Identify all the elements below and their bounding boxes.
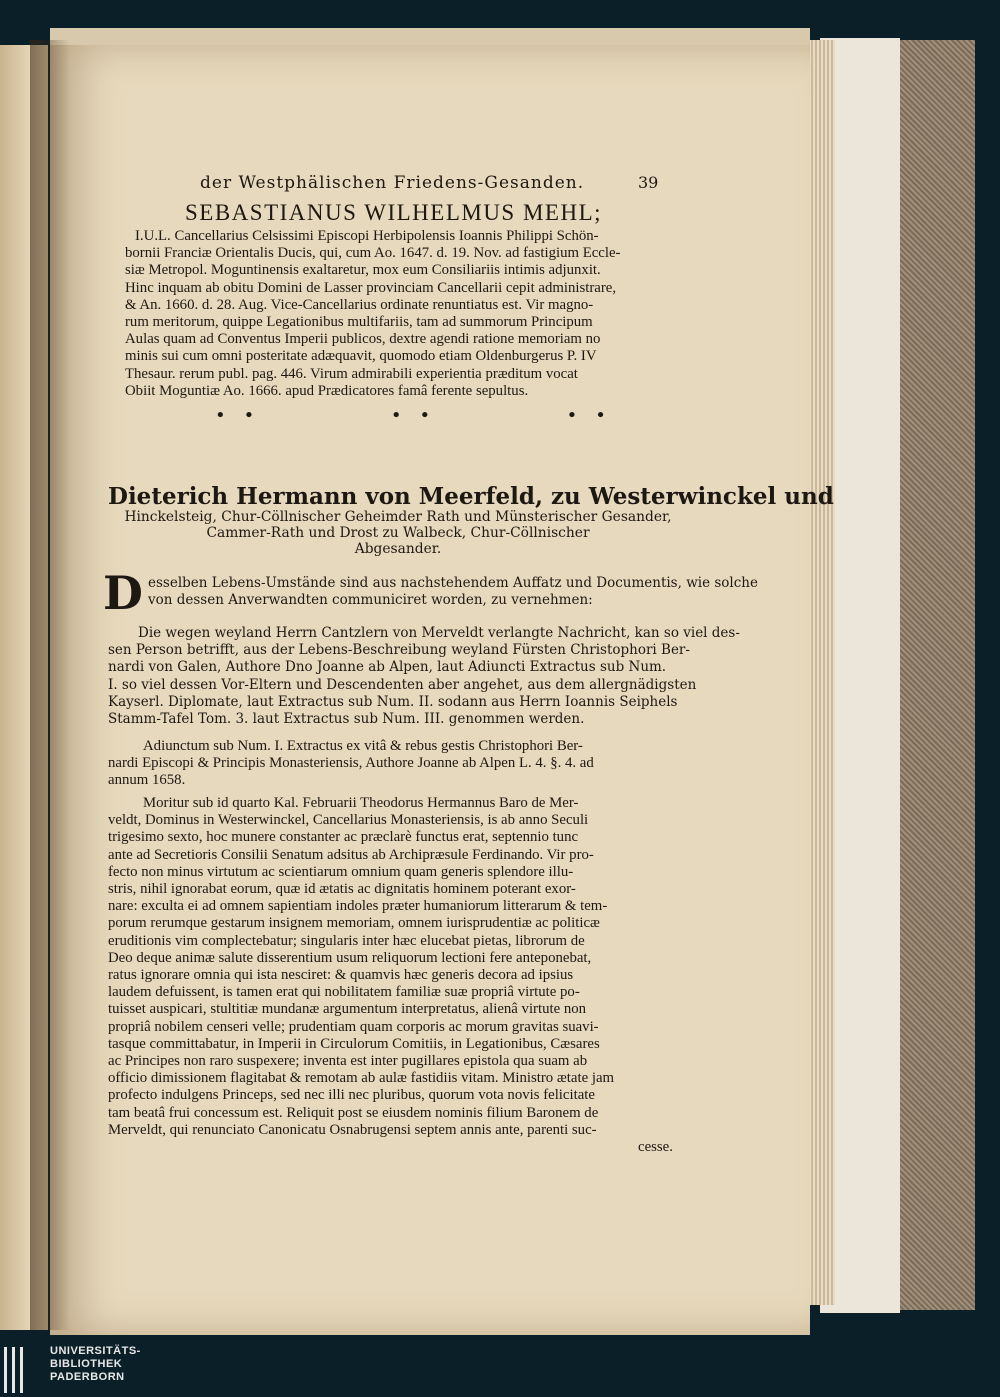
text-line: cesse. <box>638 1139 673 1156</box>
subtitle-line: Hinckelsteig, Chur-Cöllnischer Geheimder Rath und Münsterischer Gesander, <box>124 509 672 525</box>
text-line: laudem defuissent, is tamen erat qui nobilitatem familiæ suæ propriâ virtute po- <box>108 984 580 1001</box>
subtitle-line: Cammer-Rath und Drost zu Walbeck, Chur-Cöllnischer <box>206 525 590 541</box>
text-line: Die wegen weyland Herrn Cantzlern von Merveldt verlangte Nachricht, kan so viel des- <box>138 625 740 641</box>
text-line: officio dimissionem flagitabat & remotam ab aulæ fastidiis vitam. Ministro ætate jam <box>108 1070 615 1087</box>
paragraph-german <box>108 625 740 728</box>
text-line: Adiunctum sub Num. I. Extractus ex vitâ & rebus gestis Christophori Ber- <box>143 738 583 754</box>
text-line: tuisset auspicari, stultitiæ mundanæ argumentum interpretatus, alienâ virtute non <box>108 1001 587 1018</box>
drop-cap: D <box>103 566 143 620</box>
library-logo-text <box>50 1345 141 1384</box>
subtitle-line: Abgesander. <box>354 541 442 557</box>
logo-line: PADERBORN <box>50 1371 125 1383</box>
text-line: Hinc inquam ab obitu Domini de Lasser provinciam Cancellarii cepit administrare, <box>125 279 617 296</box>
text-line: & An. 1660. d. 28. Aug. Vice-Cancellarius ordinate renuntiatus est. Vir magno- <box>125 296 594 313</box>
library-logo-icon <box>0 1343 30 1397</box>
intro-paragraph <box>148 575 758 609</box>
section1-title: SEBASTIANUS WILHELMUS MEHL; <box>185 200 603 225</box>
page-number: 39 <box>638 173 659 192</box>
paragraph-adiunctum <box>108 738 594 790</box>
text-line: eruditionis vim complectebatur; singularis inter hæc elucebat pietas, librorum de <box>108 932 585 949</box>
text-line: nare: exculta ei ad omnem sapientiam indoles præter humaniorum litterarum & tem- <box>108 898 608 915</box>
text-line: ante ad Secretioris Consilii Senatum adsitus ab Archipræsule Ferdinando. Vir pro- <box>108 846 594 863</box>
section2-subtitle <box>118 509 678 557</box>
text-line: Merveldt, qui renunciato Canonicatu Osnabrugensi septem annis ante, parenti suc- <box>108 1121 597 1138</box>
text-line: propriâ nobilem censeri velle; prudentiam quam corporis ac morum gravitas suavi- <box>108 1018 599 1035</box>
paragraph-latin <box>108 795 673 1156</box>
text-line: I. so viel dessen Vor-Eltern und Descendenten aber angehet, aus dem allergnädigsten <box>108 676 697 693</box>
running-head: der Westphälischen Friedens-Gesanden. <box>200 173 585 193</box>
text-line: minis sui cum omni posteritate adæquavit, quomodo etiam Oldenburgerus P. IV <box>125 348 597 365</box>
text-line: siæ Metropol. Moguntinensis exaltaretur, mox eum Consiliariis intimis adjunxit. <box>125 262 601 279</box>
text-line: ratus ignorare omnia qui ista nesciret: & quamvis hæc generis decora ad ipsius <box>108 967 574 984</box>
text-line: Thesaur. rerum publ. pag. 446. Virum admirabili experientia præditum vocat <box>125 365 578 382</box>
section2-title: Dieterich Hermann von Meerfeld, zu Westerwinckel und <box>108 483 834 510</box>
text-line: rum meritorum, quippe Legationibus multifariis, tam ad summorum Principum <box>125 314 593 331</box>
gutter-shadow <box>30 40 70 1330</box>
text-line: bornii Franciæ Orientalis Ducis, qui, cum Ao. 1647. d. 19. Nov. ad fastigium Eccle- <box>125 245 621 262</box>
text-line: sen Person betrifft, aus der Lebens-Beschreibung weyland Fürsten Christophori Ber- <box>108 642 690 659</box>
text-line: tam beatâ frui concessum est. Reliquit post se eiusdem nominis filium Baronem de <box>108 1104 599 1121</box>
text-line: Kayserl. Diplomate, laut Extractus sub Num. II. sodann aus Herrn Ioannis Seiphels <box>108 693 678 710</box>
logo-line: BIBLIOTHEK <box>50 1358 123 1370</box>
text-line: Deo deque animæ salute disserentium usum reliquorum lectioni fere anteponebat, <box>108 949 592 966</box>
text-line: stris, nihil ignorabat eorum, quæ id ætatis ac dignitatis hominem poterant exor- <box>108 881 576 898</box>
text-line: von dessen Anverwandten communiciret worden, zu vernehmen: <box>148 592 593 609</box>
text-line: fecto non minus virtutum ac scientiarum omnium quam generis splendore illu- <box>108 863 574 880</box>
text-line: profecto indulgens Princeps, sed nec illi nec pluribus, quorum vota novis felicitate <box>108 1087 595 1104</box>
text-line: Aulas quam ad Conventus Imperii publicos, dextre agendi ratione memoriam no <box>125 331 601 348</box>
text-line: ac Principes non raro suspexere; inventa est inter pugillares epistola qua suam ab <box>108 1053 588 1070</box>
text-line: tasque committabatur, in Imperii in Circulorum Comitiis, in Legationibus, Cæsares <box>108 1035 600 1052</box>
text-line: Obiit Moguntiæ Ao. 1666. apud Prædicatores famâ ferente sepultus. <box>125 382 529 399</box>
text-line: nardi von Galen, Authore Dno Joanne ab Alpen, laut Adiuncti Extractus sub Num. <box>108 659 667 676</box>
text-line: annum 1658. <box>108 772 186 789</box>
text-line: esselben Lebens-Umstände sind aus nachstehendem Auffatz und Documentis, wie solche <box>148 575 758 591</box>
text-line: veldt, Dominus in Westerwinckel, Cancellarius Monasteriensis, is ab anno Seculi <box>108 812 589 829</box>
section1-body <box>125 228 685 400</box>
logo-line: UNIVERSITÄTS- <box>50 1345 141 1357</box>
text-line: trigesimo sexto, hoc munere constanter ac præclarè functus erat, septennio tunc <box>108 829 579 846</box>
text-line: Stamm-Tafel Tom. 3. laut Extractus sub Num. III. genommen werden. <box>108 711 585 728</box>
text-line: Moritur sub id quarto Kal. Februarii Theodorus Hermannus Baro de Mer- <box>143 795 579 811</box>
text-line: I.U.L. Cancellarius Celsissimi Episcopi Herbipolensis Ioannis Philippi Schön- <box>135 228 599 244</box>
ornamental-dots: •• •• •• <box>215 405 624 426</box>
text-line: nardi Episcopi & Principis Monasteriensis, Authore Joanne ab Alpen L. 4. §. 4. ad <box>108 755 594 772</box>
text-line: porum rerumque gestarum insignem memoriam, omnem iurisprudentiæ ac politicæ <box>108 915 600 932</box>
